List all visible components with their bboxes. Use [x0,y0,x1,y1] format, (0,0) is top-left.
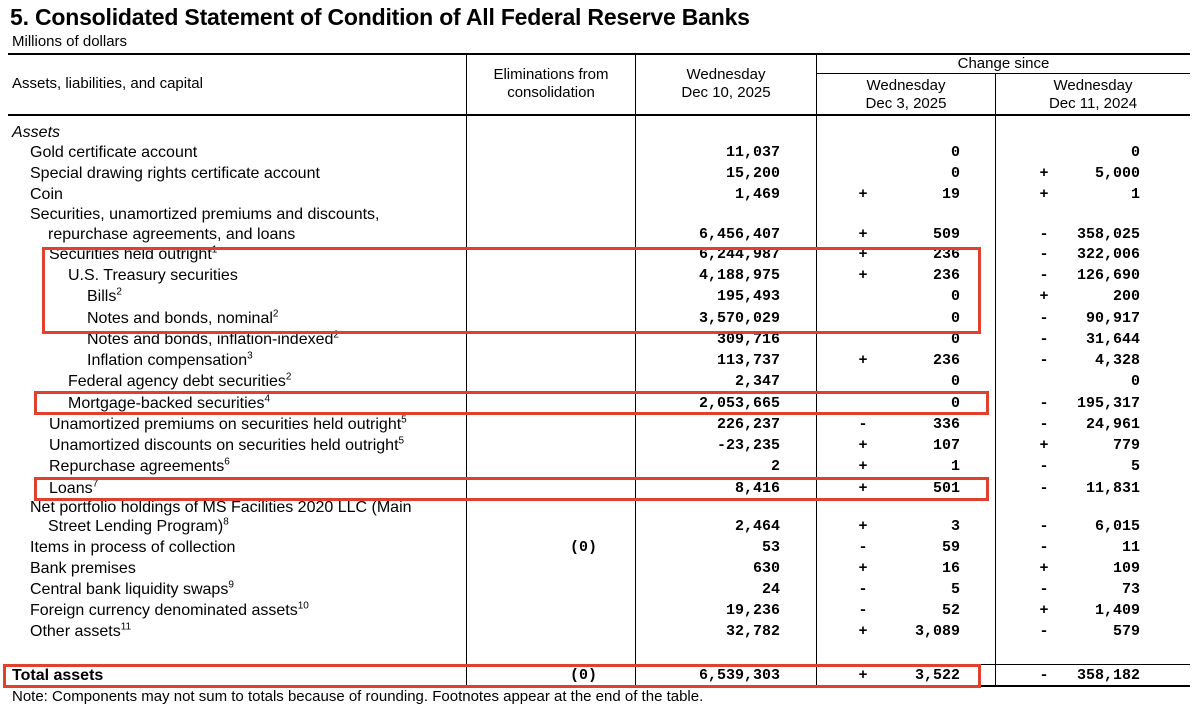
year-change-sign: - [1039,246,1049,263]
row-label-text: Inflation compensation [87,352,248,369]
row-label-text: Other assets [30,623,121,640]
week-change-value: 16 [941,560,960,577]
total-year-value: 358,182 [1076,667,1140,684]
year-change-sign: - [1039,416,1049,433]
row-label [49,457,230,477]
header-eliminations [467,66,635,102]
year-change-value: 200 [1112,288,1140,305]
week-change-sign: - [858,602,868,619]
year-change-sign: - [1039,480,1049,497]
year-change-value: 322,006 [1076,246,1140,263]
week-change-value: 107 [932,437,960,454]
col-divider-4 [995,74,996,686]
highlight-loans [34,477,989,501]
year-change-value: 358,025 [1076,226,1140,243]
current-value: 24 [761,581,780,598]
year-change-sign: - [1039,581,1049,598]
row-label-line1: Net portfolio holdings of MS Facilities 2020 LLC (Main [30,499,412,516]
week-change-value: 509 [932,226,960,243]
row-label-text: Notes and bonds, nominal [87,310,273,327]
footnote-ref: 2 [333,329,339,341]
week-change-sign: + [858,352,868,369]
row-label [49,436,404,456]
col-divider-1 [466,54,467,686]
current-value: 19,236 [725,602,780,619]
week-change-value: 236 [932,246,960,263]
total-current-value: 6,539,303 [698,667,780,684]
header-year-line1: Wednesday [1053,77,1133,94]
year-change-value: 5 [1130,458,1140,475]
footnote-ref: 5 [398,435,405,447]
current-value: 2 [770,458,780,475]
current-value: 6,244,987 [698,246,780,263]
header-year-line2: Dec 11, 2024 [1048,95,1138,112]
current-value: 3,570,029 [698,310,780,327]
header-current-line1: Wednesday [686,66,766,83]
year-change-sign: - [1039,458,1049,475]
week-change-sign: + [858,226,868,243]
row-label [30,559,136,579]
row-label [68,372,291,392]
footnote-ref: 9 [228,579,234,591]
year-change-sign: - [1039,395,1049,412]
year-change-sign: + [1039,602,1049,619]
row-label-text: Unamortized premiums on securities held outright [49,416,402,433]
row-label-text: Securities held outright [49,246,212,263]
week-change-sign: + [858,267,868,284]
row-label-text: Bills [87,288,117,305]
current-value: 11,037 [725,144,780,161]
week-change-value: 0 [950,395,960,412]
row-label [87,351,253,371]
year-change-value: 779 [1112,437,1140,454]
row-label [49,415,407,435]
week-change-sign: + [858,480,868,497]
week-change-value: 59 [941,539,960,556]
footnote-ref: 7 [92,478,99,490]
year-change-sign: - [1039,331,1049,348]
year-change-value: 109 [1112,560,1140,577]
year-change-value: 90,917 [1085,310,1140,327]
row-label-text: Special drawing rights certificate account [30,165,320,182]
week-change-value: 0 [950,288,960,305]
week-change-value: 0 [950,331,960,348]
footnote-ref: 2 [272,308,279,320]
week-change-sign: - [858,581,868,598]
row-label-text: U.S. Treasury securities [68,267,238,284]
footnote-ref: 8 [223,516,229,528]
row-label [30,601,309,621]
row-label-text: Bank premises [30,560,136,577]
header-change-since: Change since [957,55,1050,72]
week-change-sign: + [858,560,868,577]
current-value: 226,237 [716,416,780,433]
row-label [30,580,234,600]
row-label [48,517,229,537]
current-value: 113,737 [716,352,780,369]
highlight-total-assets [3,664,981,688]
current-value: 8,416 [734,480,780,497]
year-change-value: 31,644 [1085,331,1140,348]
header-current-line2: Dec 10, 2025 [681,84,771,101]
highlight-securities-held-outright [42,244,981,334]
row-label-text: Items in process of collection [30,539,236,556]
week-change-value: 236 [932,352,960,369]
year-change-value: 0 [1130,373,1140,390]
week-change-sign: + [858,458,868,475]
week-change-sign: + [858,437,868,454]
row-label-text: Repurchase agreements [49,458,225,475]
change-since-rule [817,73,1190,74]
table-title: 5. Consolidated Statement of Condition of All Federal Reserve Banks [10,4,750,30]
footnote-ref: 6 [224,456,230,468]
current-value: 53 [761,539,780,556]
row-label-text: Central bank liquidity swaps [30,581,229,598]
week-change-value: 3 [950,518,960,535]
year-change-sign: + [1039,186,1049,203]
header-assets: Assets, liabilities, and capital [12,75,203,92]
year-change-sign: - [1039,623,1049,640]
current-value: 2,464 [734,518,780,535]
current-value: 195,493 [716,288,780,305]
year-change-sign: - [1039,518,1049,535]
row-label [30,622,131,642]
header-elim-line1: Eliminations from [493,66,609,83]
elim-value: (0) [569,539,597,556]
footnote-ref: 10 [297,600,309,612]
footnote-ref: 2 [116,286,122,298]
col-divider-3 [816,54,817,686]
row-label-text: Notes and bonds, inflation-indexed [87,331,334,348]
year-change-value: 11,831 [1085,480,1140,497]
current-value: 309,716 [716,331,780,348]
week-change-value: 501 [932,480,960,497]
footnote-ref: 11 [120,621,132,633]
current-value: 4,188,975 [698,267,780,284]
year-change-value: 5,000 [1094,165,1140,182]
row-label [30,185,63,205]
row-label [30,538,235,558]
week-change-sign: + [858,186,868,203]
total-elim-value: (0) [569,667,597,684]
current-value: 1,469 [734,186,780,203]
section-assets: Assets [12,124,61,141]
row-label-text: repurchase agreements, and loans [48,226,296,243]
year-change-value: 1 [1130,186,1140,203]
week-change-sign: + [858,518,868,535]
year-change-value: 579 [1112,623,1140,640]
header-week-line1: Wednesday [866,77,946,94]
week-change-value: 52 [941,602,960,619]
week-change-value: 3,089 [914,623,960,640]
week-change-value: 1 [950,458,960,475]
year-change-sign: - [1039,352,1049,369]
year-change-sign: + [1039,288,1049,305]
header-week [817,77,995,113]
row-label-text: Unamortized discounts on securities held outright [49,437,399,454]
week-change-value: 236 [932,267,960,284]
week-change-sign: + [858,246,868,263]
year-change-value: 73 [1121,581,1140,598]
header-current [636,66,816,102]
header-bottom-rule [8,114,1190,116]
year-change-value: 126,690 [1076,267,1140,284]
footnote-ref: 5 [401,414,407,426]
footnote-ref: 1 [211,244,218,256]
week-change-value: 0 [950,310,960,327]
total-year-sign: - [1039,667,1049,684]
row-label-text: Coin [30,186,63,203]
week-change-value: 0 [950,144,960,161]
row-label-line1: Securities, unamortized premiums and discounts, [30,206,380,223]
header-elim-line2: consolidation [507,84,595,101]
row-label-text: Federal agency debt securities [68,373,286,390]
week-change-value: 19 [941,186,960,203]
year-change-sign: - [1039,539,1049,556]
row-label [30,164,320,184]
year-change-value: 4,328 [1094,352,1140,369]
row-label-text: Mortgage-backed securities [68,395,265,412]
week-change-value: 5 [950,581,960,598]
header-week-line2: Dec 3, 2025 [865,95,947,112]
year-change-value: 6,015 [1094,518,1140,535]
row-label [30,143,197,163]
row-label [48,225,295,245]
row-label-text: Loans [49,480,93,497]
year-change-value: 11 [1121,539,1140,556]
week-change-value: 336 [932,416,960,433]
year-change-sign: - [1039,226,1049,243]
current-value: 2,053,665 [698,395,780,412]
row-label-text: Gold certificate account [30,144,198,161]
total-week-value: 3,522 [914,667,960,684]
row-label-text: Street Lending Program) [48,518,224,535]
year-change-sign: - [1039,310,1049,327]
week-change-value: 0 [950,165,960,182]
footnote-note: Note: Components may not sum to totals because of rounding. Footnotes appear at the end of the table. [12,688,704,705]
week-change-value: 0 [950,373,960,390]
footnote-ref: 3 [247,350,253,362]
units-label: Millions of dollars [12,33,128,50]
year-change-sign: + [1039,165,1049,182]
current-value: 6,456,407 [698,226,780,243]
footnote-ref: 2 [285,371,292,383]
header-year [996,77,1190,113]
total-assets-label: Total assets [12,667,104,684]
current-value: 2,347 [734,373,780,390]
year-change-value: 1,409 [1094,602,1140,619]
year-change-value: 195,317 [1076,395,1140,412]
year-change-value: 0 [1130,144,1140,161]
current-value: 32,782 [725,623,780,640]
highlight-mortgage-backed [34,391,989,415]
current-value: 15,200 [725,165,780,182]
footnote-ref: 4 [264,393,271,405]
current-value: 630 [752,560,780,577]
year-change-value: 24,961 [1085,416,1140,433]
year-change-sign: - [1039,267,1049,284]
week-change-sign: - [858,539,868,556]
year-change-sign: + [1039,560,1049,577]
year-change-sign: + [1039,437,1049,454]
row-label-text: Foreign currency denominated assets [30,602,298,619]
total-week-sign: + [858,667,868,684]
week-change-sign: - [858,416,868,433]
current-value: -23,235 [716,437,780,454]
week-change-sign: + [858,623,868,640]
